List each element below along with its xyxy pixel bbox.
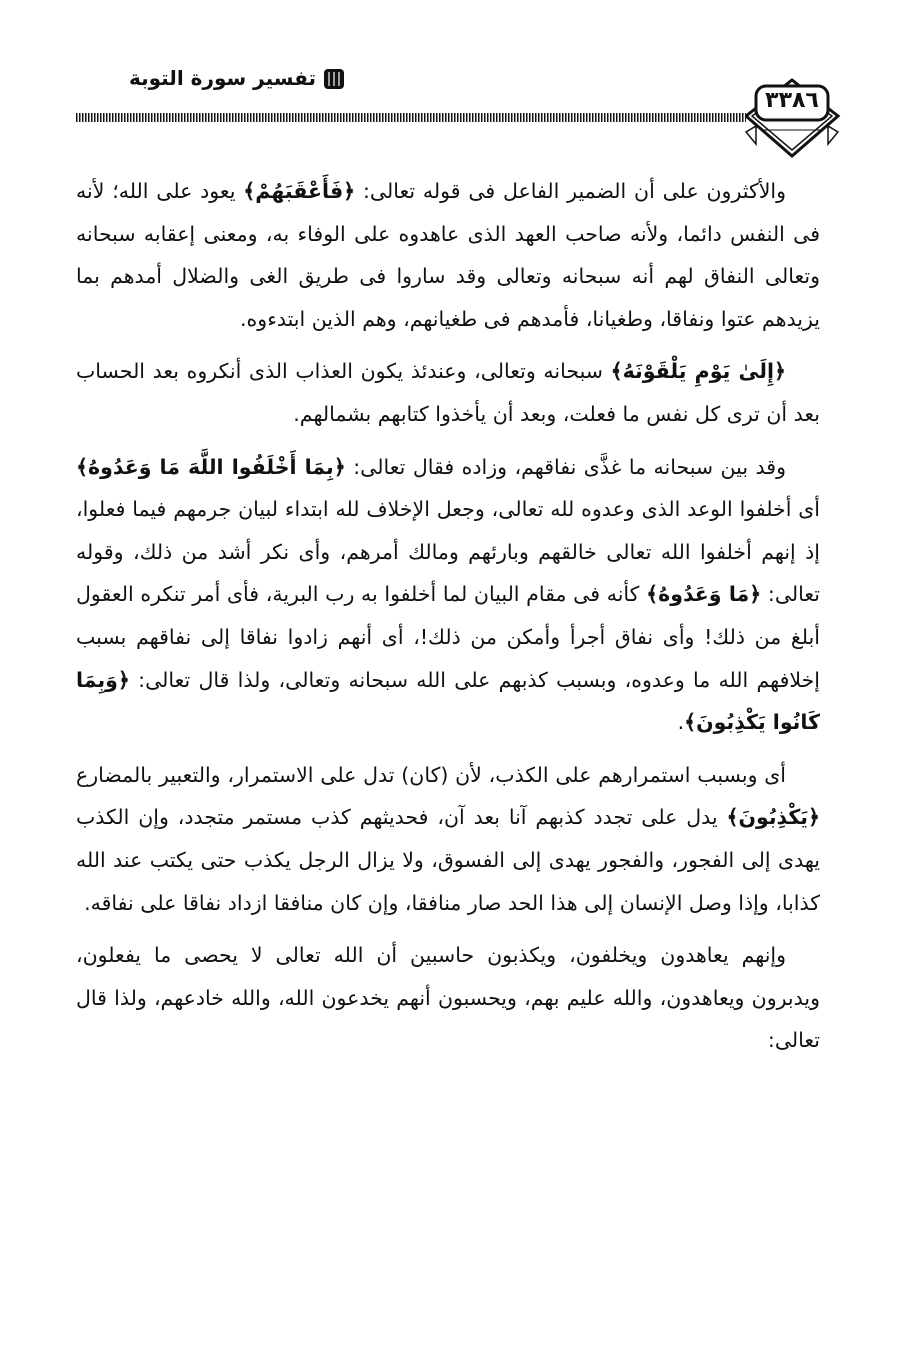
paragraph <box>76 446 820 744</box>
paragraph <box>76 170 820 340</box>
running-title: تفسير سورة التوبة <box>128 66 316 90</box>
quran-verse: ﴿يَكْذِبُونَ﴾ <box>726 805 820 830</box>
text-segment: وقد بين سبحانه ما غذَّى نفاقهم، وزاده فقال تعالى: <box>345 454 787 479</box>
quran-verse: ﴿بِمَا أَخْلَفُوا اللَّهَ مَا وَعَدُوهُ﴾ <box>76 454 346 479</box>
text-segment: وإنهم يعاهدون ويخلفون، ويكذبون حاسبين أن الله تعالى لا يحصى ما يفعلون، ويدبرون ويعاهدون، والله عليم بهم، ويحسبون أنهم يخدعون الله، والله خادعهم، ولذا قال تعالى: <box>76 943 820 1053</box>
text-segment: أى أخلفوا الوعد الذى وعدوه لله تعالى، وجعل الإخلاف لله ابتداء لبيان جرمهم فيما فعلوا، إذ إنهم أخلفوا الله تعالى خالقهم وبارئهم ومالك أمرهم، وأى نكر أشد من ذلك، وقوله تعالى: <box>76 497 820 607</box>
text-segment: يعود على الله؛ لأنه فى النفس دائما، ولأنه صاحب العهد الذى عاهدوه على الوفاء به، ومعنى إعقابه سبحانه وتعالى النفاق لهم أنه سبحانه وتعالى وقد ساروا فى طريق الغى والضلال أمدهم بما يزيدهم عتوا ونفاقا، وطغيانا، فأمدهم فى طغيانهم، وهم الذين ابتدءوه. <box>76 179 820 331</box>
page-number: ٣٣٨٦ <box>765 88 819 113</box>
text-segment: أى وبسبب استمرارهم على الكذب، لأن (كان) تدل على الاستمرار، والتعبير بالمضارع <box>76 762 786 787</box>
page-header <box>0 0 918 170</box>
quran-verse: ﴿فَأَعْقَبَهُمْ﴾ <box>243 179 356 203</box>
page-number-badge <box>742 72 842 164</box>
header-rule <box>76 113 746 122</box>
text-segment: والأكثرون على أن الضمير الفاعل فى قوله تعالى: <box>355 179 787 203</box>
ornamental-diamond-frame-icon <box>742 72 842 164</box>
paragraph <box>76 754 820 924</box>
text-segment: يدل على تجدد كذبهم آنا بعد آن، فحديثهم كذب مستمر متجدد، وإن الكذب يهدى إلى الفجور، والفجور يهدى إلى الفسوق، ولا يزال الرجل يكذب حتى يكتب عند الله كذابا، وإذا وصل الإنسان إلى هذا الحد صار منافقا، وإن كان منافقا ازداد نفاقا على نفاقه. <box>76 805 820 915</box>
quran-verse: ﴿وَبِمَا كَانُوا يَكْذِبُونَ﴾ <box>76 667 820 735</box>
paragraph <box>76 934 820 1062</box>
decorative-book-mark-icon <box>322 66 346 92</box>
text-segment: . <box>677 710 685 735</box>
main-text <box>76 170 820 1072</box>
text-segment: سبحانه وتعالى، وعندئذ يكون العذاب الذى أنكروه بعد الحساب بعد أن ترى كل نفس ما فعلت، وبعد أن يأخذوا كتابهم بشمالهم. <box>76 359 820 426</box>
quran-verse: ﴿إِلَىٰ يَوْمِ يَلْقَوْنَهُ﴾ <box>610 359 787 384</box>
quran-verse: ﴿مَا وَعَدُوهُ﴾ <box>646 582 762 607</box>
paragraph <box>76 350 820 435</box>
text-segment: كأنه فى مقام البيان لما أخلفوا به رب البرية، فأى أمر تنكره العقول أبلغ من ذلك! وأى نفاق أجرأ وأمكن من ذلك!، أى أنهم زادوا نفاقا إلى نفاقهم بسبب إخلافهم الله ما وعدوه، وبسبب كذبهم على الله سبحانه وتعالى، ولذا قال تعالى: <box>76 582 820 692</box>
